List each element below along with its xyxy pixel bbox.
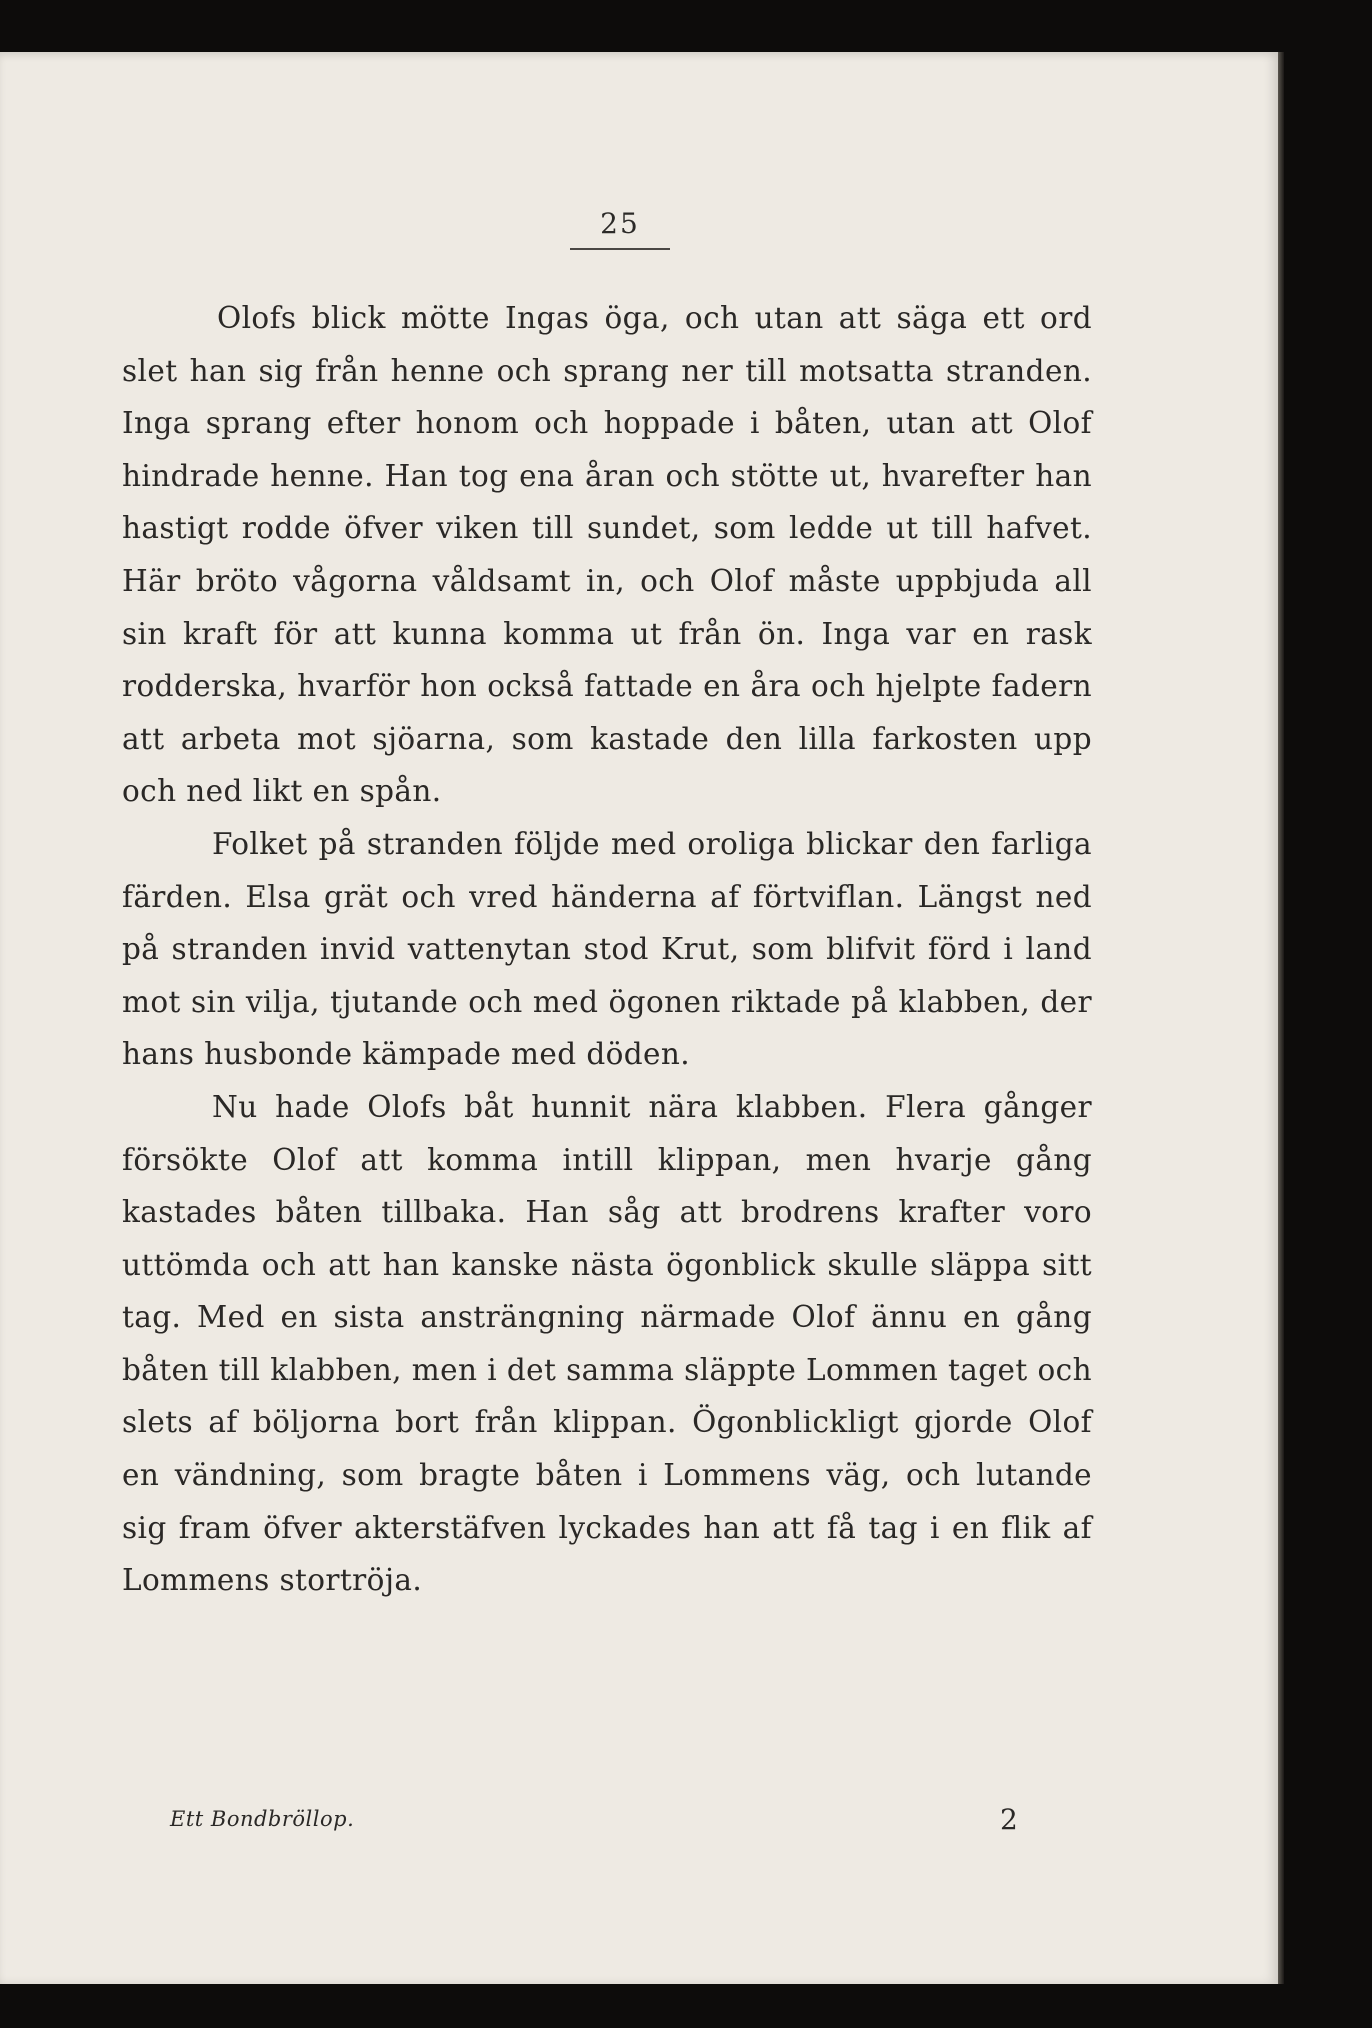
page-number: 25: [600, 207, 640, 240]
paragraph-3: Nu hade Olofs båt hunnit nära klabben. Flera gånger försökte Olof att komma intill klippan, men hvarje gång kastades båten tillbaka. Han såg att brodrens krafter voro uttömda och att han kanske nästa ögonblick skulle släppa sitt tag. Med en sista ansträngning närmade Olof ännu en gång båten till klabben, men i det samma släppte Lommen taget och slets af böljorna bort från klippan. Ögonblickligt gjorde Olof en vändning, som bragte båten i Lommens väg, och lutande sig fram öfver akterstäfven lyckades han att få tag i en flik af Lommens stortröja.: [122, 1089, 1092, 1598]
signature-mark: Ett Bondbröllop.: [170, 1807, 355, 1831]
sheet-number: 2: [1000, 1803, 1018, 1836]
page-number-rule: [570, 248, 670, 250]
page-edge: [1278, 52, 1284, 1984]
book-page: [0, 52, 1278, 1984]
footer-line: [122, 1803, 1092, 1847]
paragraph-1: Olofs blick mötte Ingas öga, och utan att säga ett ord slet han sig från henne och sprang ner till motsatta stranden. Inga sprang efter honom och hoppade i båten, utan att Olof hindrade henne. Han tog ena åran och stötte ut, hvarefter han hastigt rodde öfver viken till sundet, som ledde ut till hafvet. Här bröto vågorna våldsamt in, och Olof måste uppbjuda all sin kraft för att kunna komma ut från ön. Inga var en rask rodderska, hvarför hon också fattade en åra och hjelpte fadern att arbeta mot sjöarna, som kastade den lilla farkosten upp och ned likt en spån.: [122, 301, 1092, 809]
paragraph-2: Folket på stranden följde med oroliga blickar den farliga färden. Elsa grät och vred händerna af förtviflan. Längst ned på stranden invid vattenytan stod Krut, som blifvit förd i land mot sin vilja, tjutande och med ögonen riktade på klabben, der hans husbonde kämpade med döden.: [122, 826, 1092, 1072]
body-text: [122, 292, 1092, 1607]
